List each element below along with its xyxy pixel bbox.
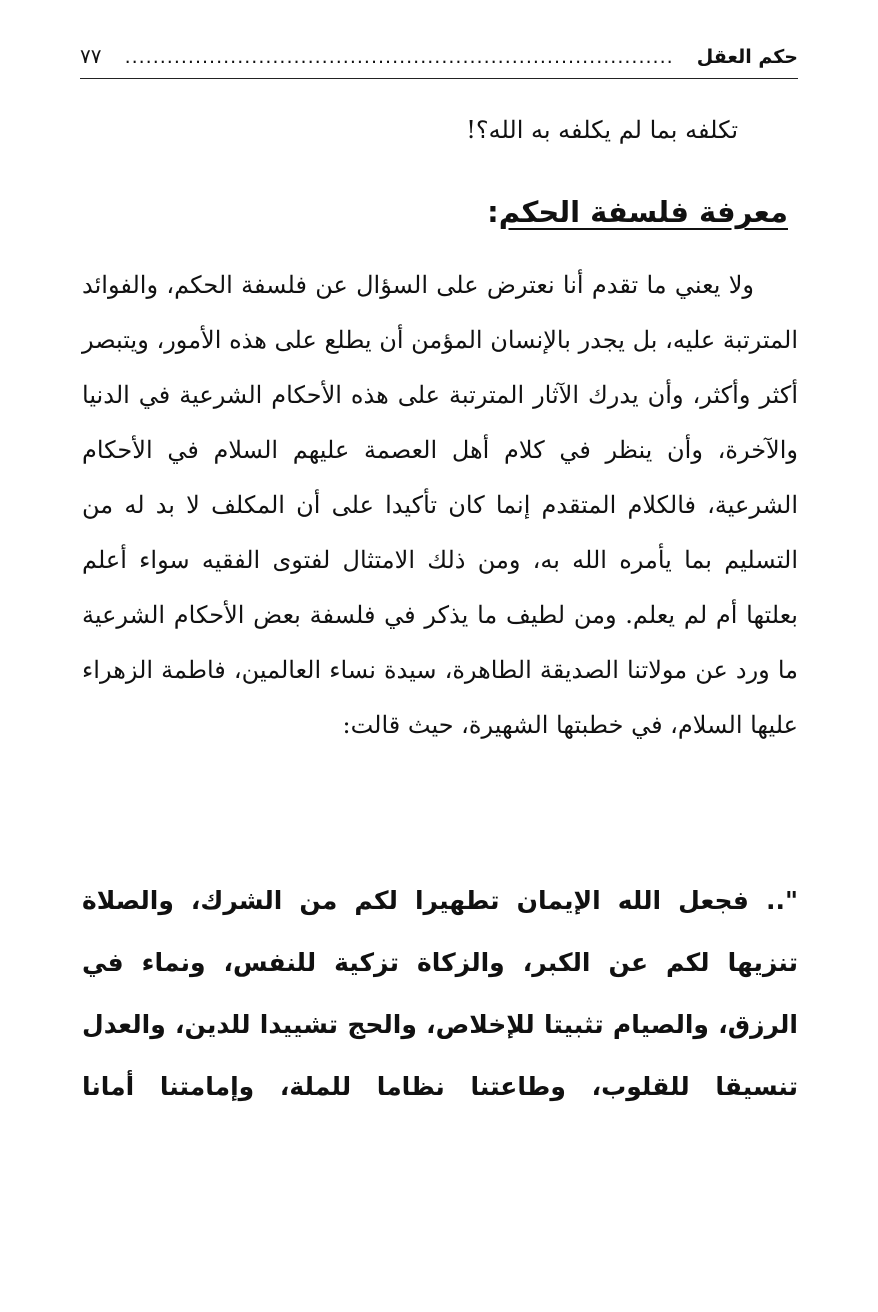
running-header-leader-dots: ..............................................................................	[124, 46, 674, 68]
running-header-title: حكم العقل	[696, 46, 798, 68]
section-heading-colon: :	[487, 195, 499, 229]
body-paragraph-text: ولا يعني ما تقدم أنا نعترض على السؤال عن فلسفة الحكم، والفوائد المترتبة عليه، بل يجدر بالإنسان المؤمن أن يطلع على هذه الأمور، ويتبصر أكثر وأكثر، وأن يدرك الآثار المترتبة على هذه الأحكام الشرعية في الدنيا والآخرة، وأن ينظر في كلام أهل العصمة عليهم السلام في الأحكام الشرعية، فالكلام المتقدم إنما كان تأكيدا على أن المكلف لا بد له من التسليم بما يأمره الله به، ومن ذلك الامتثال لفتوى الفقيه سواء أعلم بعلتها أم لم يعلم. ومن لطيف ما يذكر في فلسفة بعض الأحكام الشرعية ما ورد عن مولاتنا الصديقة الطاهرة، سيدة نساء العالمين، فاطمة الزهراء عليها السلام، في خطبتها الشهيرة، حيث قالت:	[82, 271, 798, 739]
quoted-sermon-text: ".. فجعل الله الإيمان تطهيرا لكم من الشرك، والصلاة تنزيها لكم عن الكبر، والزكاة تزكية للنفس، ونماء في الرزق، والصيام تثبيتا للإخلاص، والحج تشييدا للدين، والعدل تنسيقا للقلوب، وطاعتنا نظاما للملة، وإمامتنا أمانا	[82, 886, 798, 1101]
section-heading	[487, 190, 788, 234]
section-heading-text: معرفة فلسفة الحكم	[498, 195, 788, 229]
page-number: ٧٧	[80, 44, 102, 68]
carry-over-line: تكلفه بما لم يكلفه به الله؟!	[466, 116, 738, 144]
running-header	[80, 44, 798, 74]
header-rule	[80, 78, 798, 79]
body-paragraph	[82, 258, 798, 753]
